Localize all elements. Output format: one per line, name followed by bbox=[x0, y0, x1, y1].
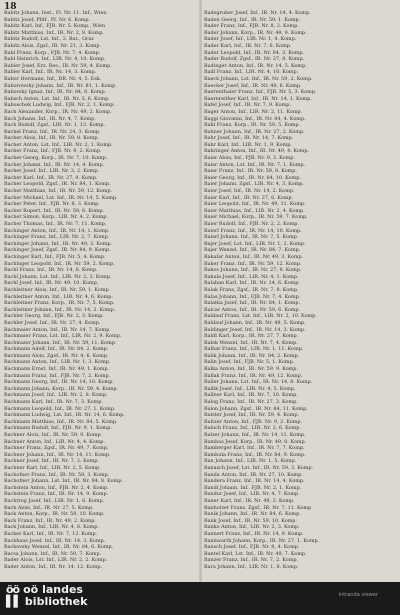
register-entry: Balon Johann, Zgsf., IR. Nr. 84, 11. Komp. bbox=[204, 405, 308, 412]
register-entry: Ban Johann, Inf., LIR. Nr. 1, 5. Komp. bbox=[204, 458, 297, 465]
register-entry: Bachleitner Franz, Korp., IR. Nr. 7, 5. Komp. bbox=[4, 300, 115, 307]
register-entry: Bachner Anton, Inf., LIR. Nr. 4, 4. Komp. bbox=[4, 438, 105, 445]
register-entry: Bachinger Franz, Inf., LIR. Nr. 2, 7. Komp. bbox=[4, 234, 110, 241]
register-entry: Baltzer Anton, Inf., FJB. Nr. 9, 2. Komp. bbox=[204, 418, 303, 425]
register-entry: Banzer Franz, Inf., IR. Nr. 7, 2. Komp. bbox=[204, 557, 299, 564]
register-entry: Bahr Josef, Inf., IR. Nr. 14, 7. Komp. bbox=[204, 135, 294, 142]
register-entry: Bader Johann, Korp., IR. Nr. 49, 9. Komp. bbox=[204, 29, 307, 36]
register-entry: Babitz Rudolf, Lst. Inf., 2. Bat., Graz bbox=[4, 36, 94, 43]
register-entry: Banda Anton, Inf., IR. Nr. 27, 10. Komp. bbox=[204, 471, 303, 478]
register-entry: Balas Johann, Inf., FJB. Nr. 7, 4. Komp. bbox=[204, 293, 301, 300]
register-entry: Bacher Leopold, Zgsf., IR. Nr. 84, 1. Komp. bbox=[4, 181, 111, 188]
register-entry: Bachstein Anton, Inf., FJB. Nr. 2, 4. Komp. bbox=[4, 484, 109, 491]
register-entry: Ballik Josef, Inf., LIR. Nr. 4, 5. Komp. bbox=[204, 385, 296, 392]
register-entry: Badinger Anton, Inf., IR. Nr. 14, 5. Komp. bbox=[204, 62, 307, 69]
register-entry: Bader Franz, Inf., FJB. Nr. 8, 2. Komp. bbox=[204, 23, 299, 30]
register-entry: Babler Josef, Erz. Res., IR. Nr. 59, 4. Komp. bbox=[4, 62, 112, 69]
register-entry: Baier Leopold, Inf., IR. Nr. 49, 11. Komp. bbox=[204, 201, 306, 208]
register-entry: Bahr Karl, Inf., LIR. Nr. 1, 9. Komp. bbox=[204, 141, 292, 148]
register-entry: Baner Karl, Inf., IR. Nr. 49, 2. Komp. bbox=[204, 497, 295, 504]
register-entry: Bara Johann, Inf., LIR. Nr. 1, 8. Komp. bbox=[204, 563, 299, 570]
register-entry: Bacsa Johann, Inf., IR. Nr. 59, 7. Komp. bbox=[4, 550, 102, 557]
register-entry: Banholzer Franz, Zgsf., IR. Nr. 7, 11. Komp. bbox=[204, 504, 313, 511]
register-entry: Bacher Rupert, Inf., IR. Nr. 59, 6. Komp. bbox=[4, 207, 105, 214]
register-entry: Babsch Anton, Lst. Inf., IR. Nr. 3, 6. Komp. bbox=[4, 95, 110, 102]
register-entry: Bachner Alois, Inf., IR. Nr. 59, 9. Komp. bbox=[4, 432, 103, 438]
register-entry: Bambula Franz, Inf., IR. Nr. 84, 9. Komp. bbox=[204, 451, 306, 458]
register-entry: Banasch Josef, Lst. Inf., IR. Nr. 59, 3. Komp. bbox=[204, 464, 314, 471]
register-entry: Baeck Johann, Lst. Inf., IR. Nr. 59, 2. Komp. bbox=[204, 75, 313, 82]
register-entry: Bachmann Franz, Inf., FJB. Nr. 7, 2. Komp. bbox=[4, 372, 111, 379]
register-entry: Bachmann Karl, Inf., IR. Nr. 7, 3. Komp. bbox=[4, 399, 103, 406]
viewer-footer bbox=[0, 582, 400, 615]
register-entry: Bachmann Anton, Inf., LIR. Nr. 1, 3. Komp. bbox=[4, 359, 111, 366]
register-entry: Bacher Thomas, Inf., IR. Nr. 7, 11. Komp. bbox=[4, 221, 107, 227]
right-column bbox=[204, 10, 398, 570]
register-entry: Badegruber Josef, Inf., IR. Nr. 14, 4. Komp. bbox=[204, 10, 311, 16]
register-entry: Bachmann Leopold, Inf., IR. Nr. 27, 1. Komp. bbox=[4, 405, 116, 412]
register-entry: Bacher Johann, Inf., IR. Nr. 14, 4. Komp. bbox=[4, 161, 105, 168]
register-entry: Babitz Matthias, Inf., IR. Nr. 2, 8. Komp. bbox=[4, 29, 104, 36]
register-entry: Bandur Josef, Inf., LIR. Nr. 4, 7. Komp. bbox=[204, 491, 300, 498]
logo-line-2: bibliothek bbox=[24, 595, 88, 608]
register-entry: Bacher Peter, Inf., FJB. Nr. 8, 3. Komp. bbox=[4, 201, 100, 208]
register-entry: Bacher Franz, Inf., FJB. Nr. 9, 2. Komp. bbox=[4, 148, 102, 155]
register-entry: Ballner Karl, Inf., IR. Nr. 7, 10. Komp. bbox=[204, 392, 298, 399]
page-number: 18 bbox=[4, 2, 17, 12]
register-entry: Ballak Franz, Inf., IR. Nr. 49, 12. Komp. bbox=[204, 372, 303, 379]
register-entry: Bajer Wenzel, Inf., IR. Nr. 84, 7. Komp. bbox=[204, 247, 301, 254]
register-entry: Bakalar Anton, Inf., IR. Nr. 49, 3. Komp. bbox=[204, 253, 304, 260]
register-entry: Back Franz, Inf., IR. Nr. 49, 2. Komp. bbox=[4, 517, 96, 524]
register-entry: Balak Franz, Zgsf., IR. Nr. 7, 8. Komp. bbox=[204, 286, 299, 293]
register-entry: Bachinger Leopold, Inf., IR. Nr. 59, 2. Komp. bbox=[4, 260, 115, 267]
register-entry: Backhaus Josef, Inf., IR. Nr. 14, 3. Komp. bbox=[4, 537, 106, 544]
register-entry: Backovsky Wenzel, Inf., IR. Nr. 84, 6. Komp. bbox=[4, 544, 114, 551]
page-gutter bbox=[199, 0, 202, 582]
register-entry: Baerenthaler Franz, Inf., FJB. Nr. 5, 3. Komp. bbox=[204, 89, 317, 96]
register-entry: Bachstein Franz, Inf., IR. Nr. 14, 9. Komp. bbox=[4, 491, 109, 498]
register-entry: Bach Johann, Inf., IR. Nr. 4, 7. Komp. bbox=[4, 115, 96, 122]
register-entry: Bachmaier Anton, Inf., IR. Nr. 14, 7. Komp. bbox=[4, 326, 111, 333]
register-entry: Baldt Karl, Korp., IR. Nr. 27, 7. Komp. bbox=[204, 333, 299, 340]
logo-bars-icon: ▌▌ bbox=[6, 595, 21, 608]
register-entry: Banik Johann, Inf., IR. Nr. 84, 6. Komp. bbox=[204, 511, 301, 518]
register-entry: Baier Alois, Inf., FJB. Nr. 9, 3. Komp. bbox=[204, 155, 295, 162]
register-entry: Bacher Matthias, Inf., IR. Nr. 59, 12. Komp. bbox=[4, 188, 113, 195]
register-entry: Baier Michael, Korp., IR. Nr. 59, 7. Komp. bbox=[204, 214, 308, 221]
register-entry: Bachmann Matthias, Inf., IR. Nr. 84, 5. Komp. bbox=[4, 418, 118, 425]
register-entry: Baborowsky Johann, Inf., IR. Nr. 81, 1. Komp. bbox=[4, 82, 117, 89]
register-entry: Bacher Simon, Korp., LIR. Nr. 4, 2. Komp. bbox=[4, 214, 108, 221]
register-entry: Bachleitner Anton, Inf., LIR. Nr. 4, 6. Komp. bbox=[4, 293, 113, 300]
register-entry: Bachmann Georg, Inf., IR. Nr. 14, 10. Komp. bbox=[4, 379, 114, 386]
register-entry: Balog Franz, Inf., IR. Nr. 27, 3. Komp. bbox=[204, 399, 298, 406]
register-entry: Bakula Josef, Inf., LIR. Nr. 4, 1. Komp. bbox=[204, 273, 299, 280]
register-entry: Baborsky Ignaz, Inf., IR. Nr. 84, 8. Komp. bbox=[4, 89, 107, 96]
register-entry: Baller Johann, Lst. Inf., IR. Nr. 14, 8. Komp. bbox=[204, 379, 313, 386]
register-entry: Bachmann Johann, Korp., IR. Nr. 59, 4. Komp. bbox=[4, 385, 119, 392]
register-entry: Baldauf Franz, Lst. Inf., LIR. Nr. 2, 10. Komp. bbox=[204, 313, 317, 320]
viewer-watermark: intranda viewer bbox=[338, 592, 378, 598]
register-entry: Bachmann Alois, Zgsf., IR. Nr. 4, 6. Komp. bbox=[4, 352, 109, 359]
register-entry: Bachmaier Franz, Lst. Inf., LIR. Nr. 2, 9. Komp. bbox=[4, 333, 122, 340]
register-entry: Bachofner Franz, Inf., IR. Nr. 59, 3. Komp. bbox=[4, 471, 110, 478]
register-entry: Bacher Josef, Inf., LIR. Nr. 3, 2. Komp. bbox=[4, 168, 100, 175]
register-entry: Bader Anton, Inf., IR. Nr. 14, 12. Komp. bbox=[4, 563, 103, 570]
register-entry: Baier Karl, Inf., IR. Nr. 27, 6. Komp. bbox=[204, 194, 294, 201]
register-entry: Bachmann Adolf, Inf., IR. Nr. 84, 2. Komp. bbox=[4, 346, 109, 353]
register-entry: Babitz Alois, Zgsf., IR. Nr. 21, 3. Komp. bbox=[4, 42, 102, 49]
register-entry: Bachner Johann, Inf., IR. Nr. 14, 11. Komp. bbox=[4, 451, 111, 458]
register-entry: Baier Josef, Inf., IR. Nr. 14, 2. Komp. bbox=[204, 188, 295, 195]
register-entry: Balatka Josef, Inf., IR. Nr. 84, 1. Komp. bbox=[204, 300, 301, 307]
logo-mark-icon: öö bbox=[6, 583, 20, 596]
register-entry: Badl Franz, Inf., LIR. Nr. 4, 10. Komp. bbox=[204, 69, 299, 76]
register-entry: Bachel Franz, Inf., IR. Nr. 24, 3. Komp. bbox=[4, 128, 101, 135]
register-entry: Babor Hermann, Inf., DR. Nr. 4, 5. Esk. bbox=[4, 75, 102, 82]
register-entry: Babler Karl, Inf., IR. Nr. 14, 3. Komp. bbox=[4, 69, 97, 76]
register-entry: Baierl Franz, Inf., IR. Nr. 14, 10. Komp. bbox=[204, 227, 302, 234]
register-entry: Balik Johann, Inf., IR. Nr. 84, 2. Komp. bbox=[204, 352, 300, 359]
register-entry: Balcar Anton, Inf., IR. Nr. 59, 6. Komp. bbox=[204, 306, 301, 313]
register-entry: Bager Anton, Inf., LIR. Nr. 2, 11. Komp. bbox=[204, 108, 303, 115]
register-entry: Bacher Anton, Lst. Inf., LIR. Nr. 2, 1. Komp. bbox=[4, 141, 113, 148]
register-entry: Bahringer Anton, Inf., IR. Nr. 49, 4. Komp. bbox=[204, 148, 310, 155]
register-entry: Bachleitner Johann, Inf., IR. Nr. 14, 2. Komp. bbox=[4, 306, 116, 313]
register-entry: Bank Josef, Inf., IR. Nr. 59, 10. Komp. bbox=[204, 517, 297, 524]
register-entry: Bachmaier Johann, Inf., IR. Nr. 59, 11. Komp. bbox=[4, 339, 117, 346]
register-entry: Bajer Josef, Lst. Inf., LIR. Nr. 1, 2. Komp. bbox=[204, 240, 306, 247]
register-entry: Baier Rudolf, Inf., FJB. Nr. 2, 2. Komp. bbox=[204, 221, 299, 227]
register-entry: Babitz Johann, Inst., Fl. Nr. 11. Inf., Wien. bbox=[4, 10, 108, 16]
register-entry: Baden Georg, Inf., IR. Nr. 59, 1. Komp. bbox=[204, 16, 301, 23]
register-entry: Baier Franz, Inf., IR. Nr. 59, 8. Komp. bbox=[204, 168, 297, 175]
register-entry: Baier Matthias, Inf., LIR. Nr. 2, 4. Komp. bbox=[204, 207, 305, 214]
left-column bbox=[4, 10, 198, 570]
register-entry: Bansch Josef, Inf., FJB. Nr. 8, 4. Komp. bbox=[204, 544, 300, 551]
register-entry: Bachmann Ludwig, Lst. Inf., IR. Nr. 14, 6. Komp. bbox=[4, 412, 125, 419]
register-entry: Bacher Georg, Korp., IR. Nr. 7, 10. Komp. bbox=[4, 155, 108, 162]
register-entry: Babl Franz, Korp., FJB. Nr. 7, 4. Komp. bbox=[4, 49, 101, 56]
register-entry: Back Johann, Inf., LIR. Nr. 4, 8. Komp. bbox=[4, 524, 99, 531]
register-entry: Bachleitner Alois, Inf., IR. Nr. 59, 1. Komp. bbox=[4, 286, 111, 293]
register-entry: Bachtrog Josef, Inf., LIR. Nr. 1, 6. Komp. bbox=[4, 497, 105, 504]
register-entry: Back Anton, Korp., IR. Nr. 59, 10. Komp. bbox=[4, 511, 105, 518]
register-entry: Baluch Franz, Inf., LIR. Nr. 2, 6. Komp. bbox=[204, 425, 301, 432]
register-entry: Babitz Josef, Pfdf., Pf. Nr. 6. Komp. bbox=[4, 16, 91, 23]
register-entry: Bader Karl, Inf., IR. Nr. 7, 6. Komp. bbox=[204, 42, 292, 49]
register-entry: Bahl Franz, Korp., IR. Nr. 59, 5. Komp. bbox=[204, 122, 301, 129]
register-entry: Bachler Josef, Inf., IR. Nr. 27, 4. Komp. bbox=[4, 319, 101, 326]
register-entry: Baker Franz, Inf., IR. Nr. 59, 12. Komp. bbox=[204, 260, 302, 267]
register-entry: Bacher Karl, Inf., IR. Nr. 27, 9. Komp. bbox=[4, 174, 98, 181]
register-entry: Bachner Josef, Inf., IR. Nr. 7, 2. Komp. bbox=[4, 458, 99, 465]
register-entry: Bachinger Josef, Zgsf., IR. Nr. 84, 9. Komp. bbox=[4, 247, 111, 254]
register-entry: Bader Leopold, Inf., IR. Nr. 84, 3. Komp. bbox=[204, 49, 305, 56]
logo-line-1: oö landes bbox=[23, 583, 83, 596]
register-entry: Balster Josef, Inf., IR. Nr. 59, 4. Komp. bbox=[204, 412, 300, 419]
register-entry: Baier Johann, Zgsf., LIR. Nr. 4, 3. Komp. bbox=[204, 181, 304, 188]
register-entry: Baecker Josef, Inf., IR. Nr. 49, 6. Komp. bbox=[204, 82, 302, 89]
register-entry: Baggi Giovanni, Inf., IR. Nr. 84, 4. Komp. bbox=[204, 115, 306, 122]
register-entry: Baier Georg, Inf., IR. Nr. 84, 10. Komp. bbox=[204, 174, 301, 181]
register-entry: Baldinger Josef, Inf., IR. Nr. 14, 3. Komp. bbox=[204, 326, 306, 333]
register-entry: Back Alois, Inf., IR. Nr. 27, 5. Komp. bbox=[4, 504, 94, 511]
register-entry: Bachler Georg, Inf., FJB. Nr. 2, 3. Komp. bbox=[4, 313, 104, 320]
register-entry: Balaban Karl, Inf., IR. Nr. 14, 6. Komp. bbox=[204, 280, 300, 287]
register-entry: Bachmann Rudolf, Inf., FJB. Nr. 9, 1. Komp. bbox=[4, 425, 112, 432]
library-logo[interactable] bbox=[6, 584, 87, 608]
register-entry: Baierl Johann, Inf., IR. Nr. 7, 5. Komp. bbox=[204, 234, 299, 241]
register-entry: Babl Heinrich, Inf., LIR. Nr. 4, 10. Komp. bbox=[4, 56, 106, 63]
register-entry: Balhar Franz, Inf., LIR. Nr. 1, 11. Komp. bbox=[204, 346, 304, 353]
register-entry: Bachmann Ernst, Inf., IR. Nr. 49, 1. Komp. bbox=[4, 366, 110, 373]
register-entry: Bandera Franz, Inf., IR. Nr. 14, 4. Komp. bbox=[204, 478, 305, 485]
register-entry: Bach Alexander, Korp., IR. Nr. 49, 2. Komp. bbox=[4, 108, 112, 115]
register-entry: Bakos Johann, Inf., IR. Nr. 27, 9. Komp. bbox=[204, 267, 302, 274]
register-entry: Bachinger Johann, Inf., IR. Nr. 49, 3. Komp. bbox=[4, 240, 113, 247]
register-entry: Bacher Alois, Inf., IR. Nr. 59, 8. Komp. bbox=[4, 135, 100, 142]
register-entry: Bader Rudolf, Zgsf., IR. Nr. 27, 8. Komp. bbox=[204, 56, 305, 63]
register-entry: Bannert Franz, Inf., IR. Nr. 14, 9. Komp. bbox=[204, 530, 304, 537]
register-entry: Balka Anton, Inf., IR. Nr. 59, 9. Komp. bbox=[204, 366, 298, 373]
register-entry: Bandl Johann, Inf., FJB. Nr. 2, 1. Komp. bbox=[204, 484, 302, 491]
register-entry: Balin Josef, Inf., FJB. Nr. 5, 1. Komp. bbox=[204, 359, 295, 366]
register-entry: Baernreither Karl, Inf., IR. Nr. 14, 1. Komp. bbox=[204, 95, 312, 102]
register-entry: Backer Karl, Inf., IR. Nr. 7, 12. Komp. bbox=[4, 530, 98, 537]
register-entry: Bachinger Karl, Inf., FJB. Nr. 5, 4. Komp. bbox=[4, 253, 106, 260]
register-entry: Bachner Franz, Zgsf., IR. Nr. 49, 7. Komp. bbox=[4, 445, 109, 452]
register-entry: Bader Alois, Lst. Inf., LIR. Nr. 2, 2. Komp. bbox=[4, 557, 108, 564]
register-entry: Balek Wenzel, Inf., IR. Nr. 7, 4. Komp. bbox=[204, 339, 298, 346]
register-entry: Bahner Johann, Inf., IR. Nr. 27, 2. Komp. bbox=[204, 128, 305, 135]
register-entry: Bach Rudolf, Zgsf., LIR. Nr. 1, 12. Komp. bbox=[4, 122, 106, 129]
register-entry: Bafel Josef, Inf., IR. Nr. 7, 9. Komp. bbox=[204, 102, 291, 109]
register-entry: Bachner Karl, Inf., LIR. Nr. 2, 5. Komp. bbox=[4, 464, 101, 471]
register-entry: Babuschek Ludwig, Inf., FJB. Nr. 2, 1. Komp. bbox=[4, 102, 115, 109]
register-entry: Bannwarth Johann, Korp., IR. Nr. 27, 1. Komp. bbox=[204, 537, 320, 544]
register-entry: Bacher Michael, Lst. Inf., IR. Nr. 14, 5. Komp. bbox=[4, 194, 118, 201]
register-entry: Baldauf Johann, Inf., IR. Nr. 49, 5. Komp. bbox=[204, 319, 306, 326]
register-entry: Banko Anton, Inf., LIR. Nr. 2, 3. Komp. bbox=[204, 524, 300, 531]
register-entry: Bachl Franz, Inf., IR. Nr. 14, 8. Komp. bbox=[4, 267, 98, 274]
register-entry: Balzer Johann, Inf., IR. Nr. 14, 11. Komp. bbox=[204, 432, 306, 438]
register-entry: Bambas Josef, Korp., IR. Nr. 49, 8. Komp. bbox=[204, 438, 307, 445]
register-entry: Babitz Karl, Inf., FJB. Nr. 5. Komp., Wien bbox=[4, 23, 106, 30]
register-entry: Bamberger Karl, Inf., IR. Nr. 7, 7. Komp. bbox=[204, 445, 305, 452]
register-entry: Baier Anton, Lst. Inf., IR. Nr. 7, 1. Komp. bbox=[204, 161, 306, 168]
register-entry: Bachofner Johann, Lst. Inf., IR. Nr. 84, 8. Komp. bbox=[4, 478, 123, 485]
register-entry: Bachinger Anton, Inf., IR. Nr. 14, 1. Komp. bbox=[4, 227, 110, 234]
register-entry: Bachmann Josef, Inf., LIR. Nr. 2, 8. Komp. bbox=[4, 392, 108, 399]
register-entry: Bantel Karl, Lst. Inf., IR. Nr. 49, 7. Komp. bbox=[204, 550, 307, 557]
register-entry: Bachl Josef, Inf., IR. Nr. 49, 10. Komp. bbox=[4, 280, 99, 287]
register-entry: Bachl Johann, Lst. Inf., LIR. Nr. 2, 3. Komp. bbox=[4, 273, 112, 280]
register-entry: Bader Josef, Inf., LIR. Nr. 1, 4. Komp. bbox=[204, 36, 297, 43]
